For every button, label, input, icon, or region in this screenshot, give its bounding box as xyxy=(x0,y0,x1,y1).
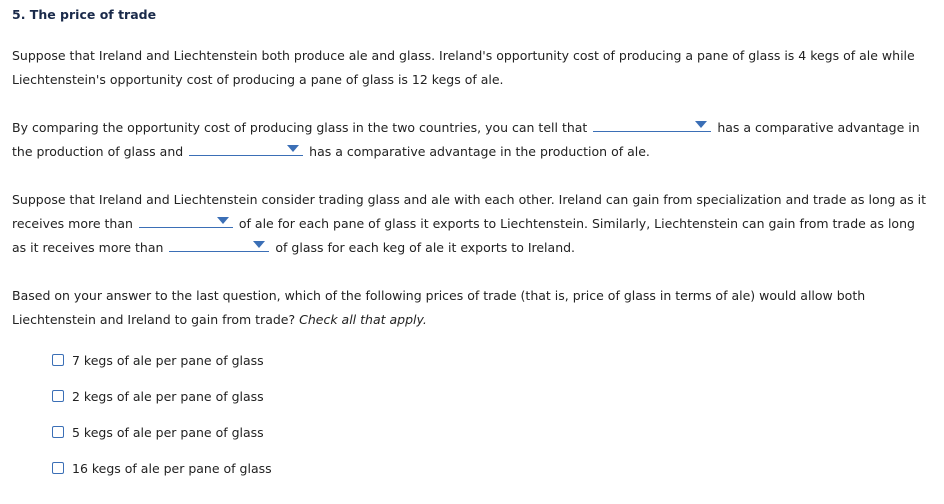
option-label: 2 kegs of ale per pane of glass xyxy=(72,389,264,404)
trade-gain-paragraph xyxy=(12,188,930,260)
p3-text-c: of glass for each keg of ale it exports to Ireland. xyxy=(275,240,576,255)
p2-text-b: has a comparative advantage in the production of glass and xyxy=(12,120,920,159)
option-checkbox[interactable] xyxy=(52,354,64,366)
option-label: 7 kegs of ale per pane of glass xyxy=(72,353,264,368)
p2-text-a: By comparing the opportunity cost of producing glass in the two countries, you can tell that xyxy=(12,120,588,135)
comparative-advantage-paragraph xyxy=(12,116,930,164)
chevron-down-icon xyxy=(253,241,265,248)
p4-text-a: Based on your answer to the last question, which of the following prices of trade (that is, price of glass in terms of ale) would allow both Liechtenstein and Ireland to gain from trade? xyxy=(12,288,866,327)
option-checkbox[interactable] xyxy=(52,462,64,474)
p2-text-c: has a comparative advantage in the production of ale. xyxy=(309,144,650,159)
price-question-paragraph xyxy=(12,284,930,332)
ale-advantage-dropdown[interactable] xyxy=(189,141,303,156)
list-item[interactable] xyxy=(52,386,272,422)
p3-text-a: Suppose that Ireland and Liechtenstein consider trading glass and ale with each other. Ireland can gain from specialization and trade as long as it receives more than xyxy=(12,192,926,231)
question-title: 5. The price of trade xyxy=(12,7,157,22)
option-checkbox[interactable] xyxy=(52,426,64,438)
option-label: 16 kegs of ale per pane of glass xyxy=(72,461,272,476)
glass-advantage-dropdown[interactable] xyxy=(593,117,711,132)
list-item[interactable] xyxy=(52,422,272,458)
option-label: 5 kegs of ale per pane of glass xyxy=(72,425,264,440)
price-options-list xyxy=(52,350,272,494)
ireland-threshold-dropdown[interactable] xyxy=(139,213,233,228)
intro-paragraph: Suppose that Ireland and Liechtenstein both produce ale and glass. Ireland's opportunity cost of producing a pane of glass is 4 kegs of ale while Liechtenstein's opportunity cost of producing a pane of glass is 12 kegs of ale. xyxy=(12,48,915,87)
liechtenstein-threshold-dropdown[interactable] xyxy=(169,237,269,252)
chevron-down-icon xyxy=(217,217,229,224)
chevron-down-icon xyxy=(695,121,707,128)
list-item[interactable] xyxy=(52,458,272,494)
option-checkbox[interactable] xyxy=(52,390,64,402)
check-all-instruction: Check all that apply. xyxy=(299,312,427,327)
p3-text-b: of ale for each pane of glass it exports to Liechtenstein. Similarly, Liechtenstein can gain from trade as long as it receives more than xyxy=(12,216,915,255)
chevron-down-icon xyxy=(287,145,299,152)
list-item[interactable] xyxy=(52,350,272,386)
